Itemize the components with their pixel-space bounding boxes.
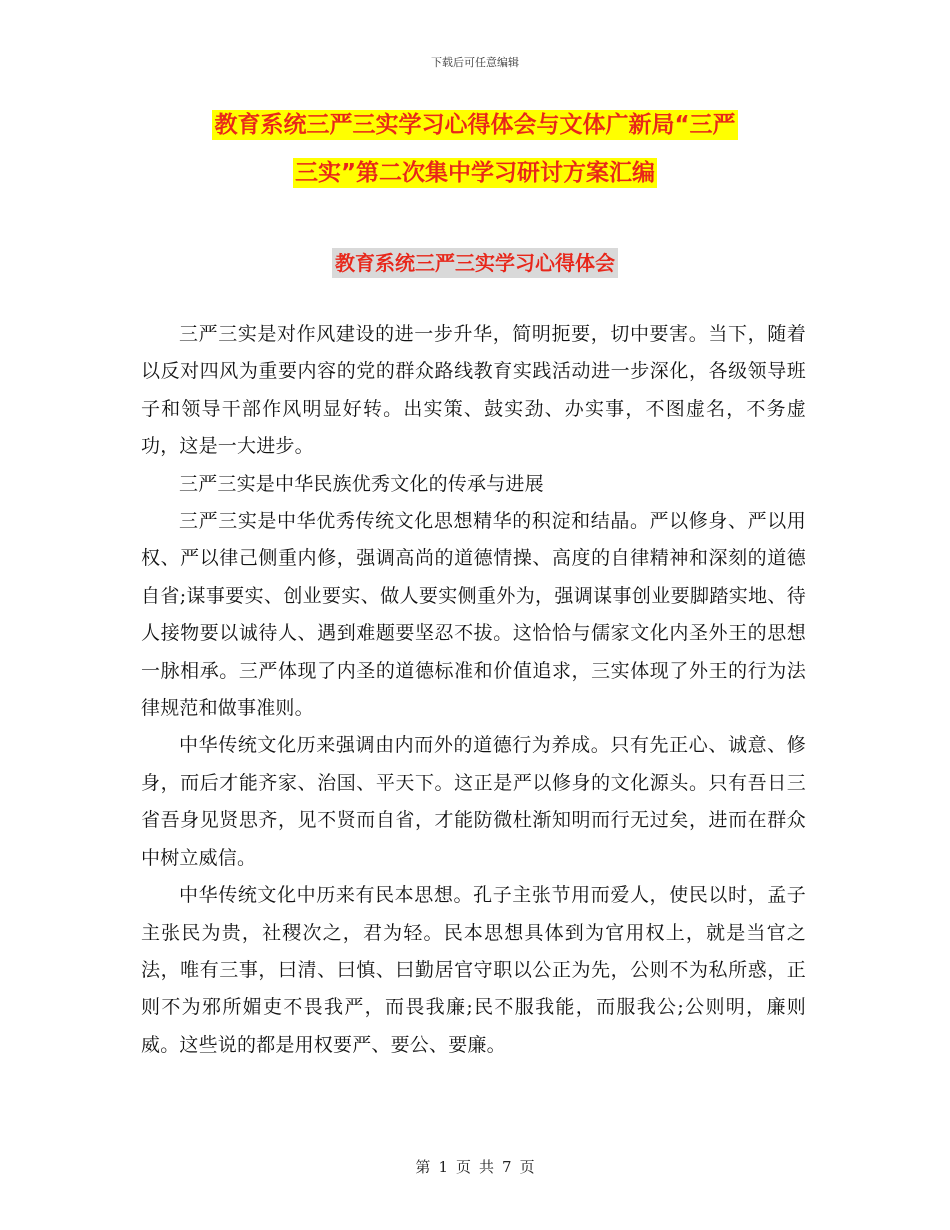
page-footer xyxy=(0,1156,950,1177)
footer-total-label: 共 xyxy=(479,1158,495,1176)
title-line-2: 三实”第二次集中学习研讨方案汇编 xyxy=(294,160,656,186)
section-subtitle: 教育系统三严三实学习心得体会 xyxy=(332,248,618,278)
page-header-note: 下载后可任意编辑 xyxy=(431,56,519,69)
footer-page-number: 1 xyxy=(438,1158,448,1176)
footer-page-word: 页 xyxy=(455,1158,471,1176)
footer-suffix: 页 xyxy=(519,1158,535,1176)
paragraph: 中华传统文化历来强调由内而外的道德行为养成。只有先正心、诚意、修身，而后才能齐家、治国、平天下。这正是严以修身的文化源头。只有吾日三省吾身见贤思齐，见不贤而自省，才能防微杜渐知明而行无过矣，进而在群众中树立威信。 xyxy=(141,734,806,869)
body-text xyxy=(141,316,806,1064)
document-title xyxy=(140,110,810,206)
title-line-1: 教育系统三严三实学习心得体会与文体广新局“三严 xyxy=(214,112,736,138)
paragraph: 中华传统文化中历来有民本思想。孔子主张节用而爱人，使民以时，孟子主张民为贵，社稷次之，君为轻。民本思想具体到为官用权上，就是当官之法，唯有三事，曰清、曰慎、曰勤居官守职以公正为先，公则不为私所惑，正则不为邪所媚吏不畏我严，而畏我廉;民不服我能，而服我公;公则明，廉则威。这些说的都是用权要严、要公、要廉。 xyxy=(141,884,806,1056)
paragraph: 三严三实是中华优秀传统文化思想精华的积淀和结晶。严以修身、严以用权、严以律己侧重内修，强调高尚的道德情操、高度的自律精神和深刻的道德自省;谋事要实、创业要实、做人要实侧重外为，强调谋事创业要脚踏实地、待人接物要以诚待人、遇到难题要坚忍不拔。这恰恰与儒家文化内圣外王的思想一脉相承。三严体现了内圣的道德标准和价值追求，三实体现了外王的行为法律规范和做事准则。 xyxy=(141,510,806,720)
paragraph: 三严三实是中华民族优秀文化的传承与进展 xyxy=(179,472,544,495)
footer-prefix: 第 xyxy=(415,1158,431,1176)
footer-total-pages: 7 xyxy=(502,1158,512,1176)
paragraph: 三严三实是对作风建设的进一步升华，简明扼要，切中要害。当下，随着以反对四风为重要内容的党的群众路线教育实践活动进一步深化，各级领导班子和领导干部作风明显好转。出实策、鼓实劲、办实事，不图虚名，不务虚功，这是一大进步。 xyxy=(141,323,806,458)
